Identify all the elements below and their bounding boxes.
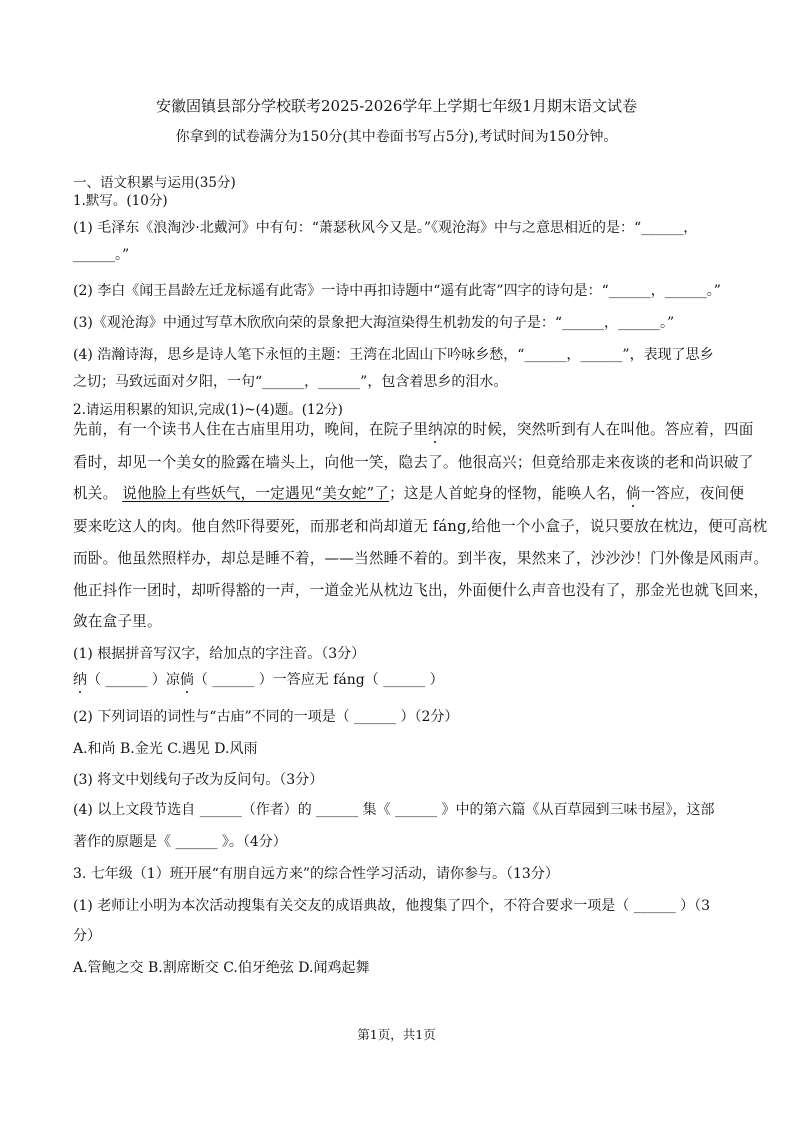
passage-line: 他正抖作一团时，却听得豁的一声，一道金光从枕边飞出，外面便什么声音也没有了，那金光也就飞回来， xyxy=(73,582,769,599)
dotted-char: 倘 xyxy=(179,672,194,688)
question-2-sub-2-options: A.和尚 B.金光 C.遇见 D.风雨 xyxy=(73,741,258,757)
passage-text: 先前，有一个读书人住在古庙里用功，晚间，在院子里 xyxy=(73,421,429,438)
question-3-sub-1: (1) 老师让小明为本次活动搜集有关交友的成语典故，他搜集了四个，不符合要求一项是（ ______ ）（3 xyxy=(73,898,711,914)
question-2-sub-4: (4) 以上文段节选自 ______（作者）的 ______ 集《 ______ 》中的第六篇《从百草园到三味书屋》，这部 xyxy=(73,802,715,818)
passage-text: 机关。 xyxy=(73,485,118,502)
passage-text: ；这是人首蛇身的怪物，能唤人名， xyxy=(389,485,626,502)
question-2-sub-4-cont: 著作的原题是《 ______ 》。（4分） xyxy=(73,834,287,850)
dotted-char: 纳 xyxy=(73,672,87,688)
blank-text: （ ______ ）一答应无 fáng（ ______ ） xyxy=(193,672,444,688)
question-1-item-2: (2) 李白《闻王昌龄左迁龙标遥有此寄》一诗中再扣诗题中“遥有此寄”四字的诗句是：“______，______。” xyxy=(73,283,721,299)
blank-text: （ ______ ）凉 xyxy=(87,672,180,688)
question-3-heading: 3. 七年级（1）班开展“有朋自远方来”的综合性学习活动，请你参与。（13分） xyxy=(73,866,559,882)
passage-line: 而卧。他虽然照样办，却总是睡不着，——当然睡不着的。到半夜，果然来了，沙沙沙！门外像是风雨声。 xyxy=(73,550,769,567)
question-3-sub-1-options: A.管鲍之交 B.割席断交 C.伯牙绝弦 D.闻鸡起舞 xyxy=(73,960,370,976)
question-2-sub-3: (3) 将文中划线句子改为反问句。（3分） xyxy=(73,772,324,788)
question-2-sub-1-blanks xyxy=(73,670,444,690)
underlined-sentence: 说他脸上有些妖气，一定遇见“美女蛇”了 xyxy=(122,485,390,502)
passage-line: 敛在盒子里。 xyxy=(73,613,162,630)
question-2-sub-1: (1) 根据拼音写汉字，给加点的字注音。（3分） xyxy=(73,646,366,662)
question-1-item-3: (3)《观沧海》中通过写草木欣欣向荣的景象把大海渲染得生机勃发的句子是：“______，______。” xyxy=(73,315,675,331)
dotted-char: 倘 xyxy=(625,485,641,502)
dotted-char: 纳 xyxy=(428,421,443,438)
passage-text: 凉的时候，突然听到有人在叫他。答应着，四面 xyxy=(442,421,754,438)
question-2-sub-2: (2) 下列词语的词性与“古庙”不同的一项是（ ______ ）（2分） xyxy=(73,709,459,725)
page-footer: 第1页，共1页 xyxy=(357,1027,436,1042)
passage-line: 要来吃这人的肉。他自然吓得要死，而那老和尚却道无 fáng,给他一个小盒子，说只要放在枕边，便可高枕 xyxy=(73,518,768,535)
question-3-sub-1-cont: 分） xyxy=(73,928,101,944)
question-1-item-4-cont: 之切；马致远面对夕阳，一句“______，______”，包含着思乡的泪水。 xyxy=(73,374,508,390)
section-heading: 一、语文积累与运用(35分) xyxy=(73,175,236,191)
page-title: 安徽固镇县部分学校联考2025-2026学年上学期七年级1月期末语文试卷 xyxy=(156,97,637,115)
question-1-heading: 1.默写。(10分) xyxy=(73,193,168,209)
question-2-heading: 2.请运用积累的知识,完成(1)~(4)题。(12分) xyxy=(73,402,343,418)
exam-instructions: 你拿到的试卷满分为150分(其中卷面书写占5分),考试时间为150分钟。 xyxy=(175,129,618,145)
passage-line xyxy=(73,420,754,440)
question-1-item-1: (1) 毛泽东《浪淘沙·北戴河》中有句：“萧瑟秋风今又是。”《观沧海》中与之意思相近的是：“______， xyxy=(73,220,698,236)
question-1-item-4: (4) 浩瀚诗海，思乡是诗人笔下永恒的主题：王湾在北固山下吟咏乡愁，“______，______”，表现了思乡 xyxy=(73,347,714,363)
question-1-item-1-cont: ______。” xyxy=(73,247,130,263)
passage-line xyxy=(73,484,744,504)
passage-line: 看时，却见一个美女的脸露在墙头上，向他一笑，隐去了。他很高兴；但竟给那走来夜谈的老和尚识破了 xyxy=(73,454,754,471)
passage-text: 一答应，夜间便 xyxy=(640,485,745,502)
